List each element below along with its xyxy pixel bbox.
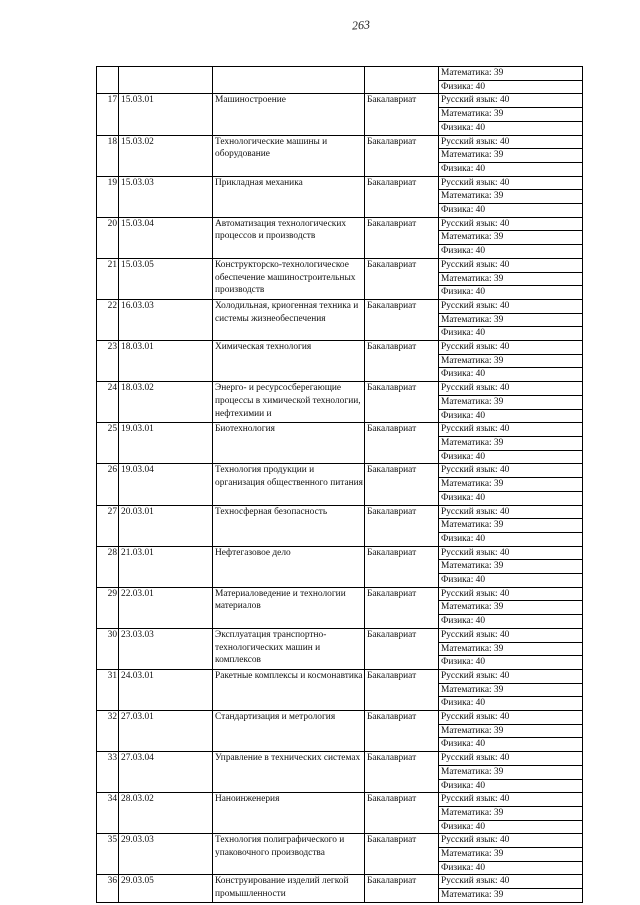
program-code: 29.03.05	[119, 875, 213, 902]
subject-score: Физика: 40	[439, 656, 583, 670]
education-level: Бакалавриат	[365, 834, 439, 875]
education-level	[365, 67, 439, 94]
subject-score: Математика: 39	[439, 724, 583, 738]
table-row	[97, 423, 583, 437]
program-code: 27.03.01	[119, 711, 213, 752]
program-code: 27.03.04	[119, 752, 213, 793]
subject-score: Физика: 40	[439, 327, 583, 341]
subject-score: Математика: 39	[439, 272, 583, 286]
table-row	[97, 382, 583, 396]
row-number: 27	[97, 505, 119, 546]
row-number: 22	[97, 299, 119, 340]
education-level: Бакалавриат	[365, 752, 439, 793]
row-number: 17	[97, 94, 119, 135]
subject-score: Русский язык: 40	[439, 834, 583, 848]
subject-score: Математика: 39	[439, 67, 583, 81]
program-name: Энерго- и ресурсосберегающие процессы в химической технологии, нефтехимии и	[213, 382, 365, 423]
program-code: 16.03.03	[119, 299, 213, 340]
table-row	[97, 217, 583, 231]
subject-score: Физика: 40	[439, 779, 583, 793]
subject-score: Физика: 40	[439, 121, 583, 135]
table-row	[97, 711, 583, 725]
subject-score: Русский язык: 40	[439, 176, 583, 190]
program-code: 28.03.02	[119, 793, 213, 834]
subject-score: Математика: 39	[439, 642, 583, 656]
subject-score: Физика: 40	[439, 697, 583, 711]
subject-score: Математика: 39	[439, 108, 583, 122]
education-level: Бакалавриат	[365, 587, 439, 628]
table-row	[97, 628, 583, 642]
subject-score: Русский язык: 40	[439, 711, 583, 725]
row-number: 21	[97, 258, 119, 299]
row-number: 26	[97, 464, 119, 505]
education-level: Бакалавриат	[365, 628, 439, 669]
subject-score: Физика: 40	[439, 286, 583, 300]
row-number: 31	[97, 669, 119, 710]
subject-score: Математика: 39	[439, 601, 583, 615]
table-row	[97, 669, 583, 683]
subject-score: Математика: 39	[439, 889, 583, 903]
subject-score: Математика: 39	[439, 395, 583, 409]
subject-score: Физика: 40	[439, 450, 583, 464]
row-number: 18	[97, 135, 119, 176]
table-row	[97, 258, 583, 272]
row-number: 33	[97, 752, 119, 793]
row-number: 20	[97, 217, 119, 258]
subject-score: Русский язык: 40	[439, 299, 583, 313]
education-level: Бакалавриат	[365, 669, 439, 710]
program-name: Ракетные комплексы и космонавтика	[213, 669, 365, 710]
program-name: Нефтегазовое дело	[213, 546, 365, 587]
program-name: Холодильная, криогенная техника и системы жизнеобеспечения	[213, 299, 365, 340]
subject-score: Физика: 40	[439, 615, 583, 629]
subject-score: Русский язык: 40	[439, 341, 583, 355]
row-number: 36	[97, 875, 119, 902]
subject-score: Русский язык: 40	[439, 628, 583, 642]
program-code: 18.03.02	[119, 382, 213, 423]
program-code: 24.03.01	[119, 669, 213, 710]
table-row	[97, 505, 583, 519]
program-name: Наноинженерия	[213, 793, 365, 834]
row-number: 19	[97, 176, 119, 217]
subject-score: Математика: 39	[439, 190, 583, 204]
program-name: Автоматизация технологических процессов и производств	[213, 217, 365, 258]
education-level: Бакалавриат	[365, 299, 439, 340]
subject-score: Русский язык: 40	[439, 505, 583, 519]
row-number: 23	[97, 341, 119, 382]
table-row	[97, 464, 583, 478]
subject-score: Физика: 40	[439, 574, 583, 588]
table-row-continuation	[97, 67, 583, 81]
education-level: Бакалавриат	[365, 94, 439, 135]
subject-score: Математика: 39	[439, 149, 583, 163]
program-code: 19.03.01	[119, 423, 213, 464]
subject-score: Математика: 39	[439, 848, 583, 862]
row-number	[97, 67, 119, 94]
subject-score: Математика: 39	[439, 436, 583, 450]
row-number: 28	[97, 546, 119, 587]
program-code: 19.03.04	[119, 464, 213, 505]
subject-score: Физика: 40	[439, 738, 583, 752]
subject-score: Математика: 39	[439, 231, 583, 245]
program-name: Техносферная безопасность	[213, 505, 365, 546]
subject-score: Русский язык: 40	[439, 258, 583, 272]
page-number: 263	[351, 17, 371, 33]
subject-score: Математика: 39	[439, 683, 583, 697]
table-row	[97, 546, 583, 560]
program-code: 15.03.05	[119, 258, 213, 299]
subject-score: Русский язык: 40	[439, 587, 583, 601]
education-level: Бакалавриат	[365, 176, 439, 217]
row-number: 34	[97, 793, 119, 834]
program-name: Биотехнология	[213, 423, 365, 464]
program-name: Машиностроение	[213, 94, 365, 135]
program-code: 23.03.03	[119, 628, 213, 669]
subject-score: Русский язык: 40	[439, 752, 583, 766]
programs-table	[96, 66, 583, 903]
education-level: Бакалавриат	[365, 875, 439, 902]
program-name: Управление в технических системах	[213, 752, 365, 793]
subject-score: Русский язык: 40	[439, 875, 583, 889]
subject-score: Русский язык: 40	[439, 793, 583, 807]
education-level: Бакалавриат	[365, 711, 439, 752]
subject-score: Математика: 39	[439, 765, 583, 779]
subject-score: Физика: 40	[439, 861, 583, 875]
table-row	[97, 94, 583, 108]
program-name: Эксплуатация транспортно-технологических машин и комплексов	[213, 628, 365, 669]
education-level: Бакалавриат	[365, 258, 439, 299]
education-level: Бакалавриат	[365, 505, 439, 546]
table-row	[97, 299, 583, 313]
subject-score: Физика: 40	[439, 409, 583, 423]
subject-score: Русский язык: 40	[439, 94, 583, 108]
program-code: 15.03.03	[119, 176, 213, 217]
program-code: 22.03.01	[119, 587, 213, 628]
program-code: 29.03.03	[119, 834, 213, 875]
row-number: 24	[97, 382, 119, 423]
program-code: 15.03.04	[119, 217, 213, 258]
subject-score: Русский язык: 40	[439, 217, 583, 231]
subject-score: Математика: 39	[439, 478, 583, 492]
education-level: Бакалавриат	[365, 135, 439, 176]
table-row	[97, 793, 583, 807]
table-row	[97, 587, 583, 601]
subject-score: Математика: 39	[439, 519, 583, 533]
program-code: 18.03.01	[119, 341, 213, 382]
subject-score: Физика: 40	[439, 245, 583, 259]
education-level: Бакалавриат	[365, 382, 439, 423]
table-row	[97, 135, 583, 149]
education-level: Бакалавриат	[365, 423, 439, 464]
subject-score: Физика: 40	[439, 820, 583, 834]
subject-score: Русский язык: 40	[439, 423, 583, 437]
row-number: 25	[97, 423, 119, 464]
subject-score: Русский язык: 40	[439, 669, 583, 683]
program-name: Технологические машины и оборудование	[213, 135, 365, 176]
subject-score: Физика: 40	[439, 368, 583, 382]
table-row	[97, 176, 583, 190]
program-name	[213, 67, 365, 94]
education-level: Бакалавриат	[365, 464, 439, 505]
table-row	[97, 752, 583, 766]
program-name: Конструирование изделий легкой промышленности	[213, 875, 365, 902]
table-row	[97, 341, 583, 355]
program-code: 20.03.01	[119, 505, 213, 546]
program-name: Материаловедение и технологии материалов	[213, 587, 365, 628]
program-name: Конструкторско-технологическое обеспечение машиностроительных производств	[213, 258, 365, 299]
subject-score: Физика: 40	[439, 491, 583, 505]
program-name: Химическая технология	[213, 341, 365, 382]
subject-score: Математика: 39	[439, 354, 583, 368]
row-number: 35	[97, 834, 119, 875]
subject-score: Математика: 39	[439, 560, 583, 574]
subject-score: Физика: 40	[439, 204, 583, 218]
subject-score: Математика: 39	[439, 313, 583, 327]
row-number: 30	[97, 628, 119, 669]
programs-table-body	[97, 67, 583, 903]
education-level: Бакалавриат	[365, 341, 439, 382]
program-code	[119, 67, 213, 94]
program-code: 15.03.02	[119, 135, 213, 176]
subject-score: Физика: 40	[439, 80, 583, 94]
education-level: Бакалавриат	[365, 546, 439, 587]
row-number: 32	[97, 711, 119, 752]
table-row	[97, 875, 583, 889]
subject-score: Русский язык: 40	[439, 382, 583, 396]
subject-score: Русский язык: 40	[439, 546, 583, 560]
program-code: 21.03.01	[119, 546, 213, 587]
table-row	[97, 834, 583, 848]
program-name: Прикладная механика	[213, 176, 365, 217]
program-name: Стандартизация и метрология	[213, 711, 365, 752]
program-name: Технология полиграфического и упаковочного производства	[213, 834, 365, 875]
subject-score: Физика: 40	[439, 532, 583, 546]
subject-score: Русский язык: 40	[439, 464, 583, 478]
subject-score: Русский язык: 40	[439, 135, 583, 149]
program-code: 15.03.01	[119, 94, 213, 135]
education-level: Бакалавриат	[365, 217, 439, 258]
education-level: Бакалавриат	[365, 793, 439, 834]
program-name: Технология продукции и организация общественного питания	[213, 464, 365, 505]
subject-score: Математика: 39	[439, 806, 583, 820]
row-number: 29	[97, 587, 119, 628]
subject-score: Физика: 40	[439, 162, 583, 176]
